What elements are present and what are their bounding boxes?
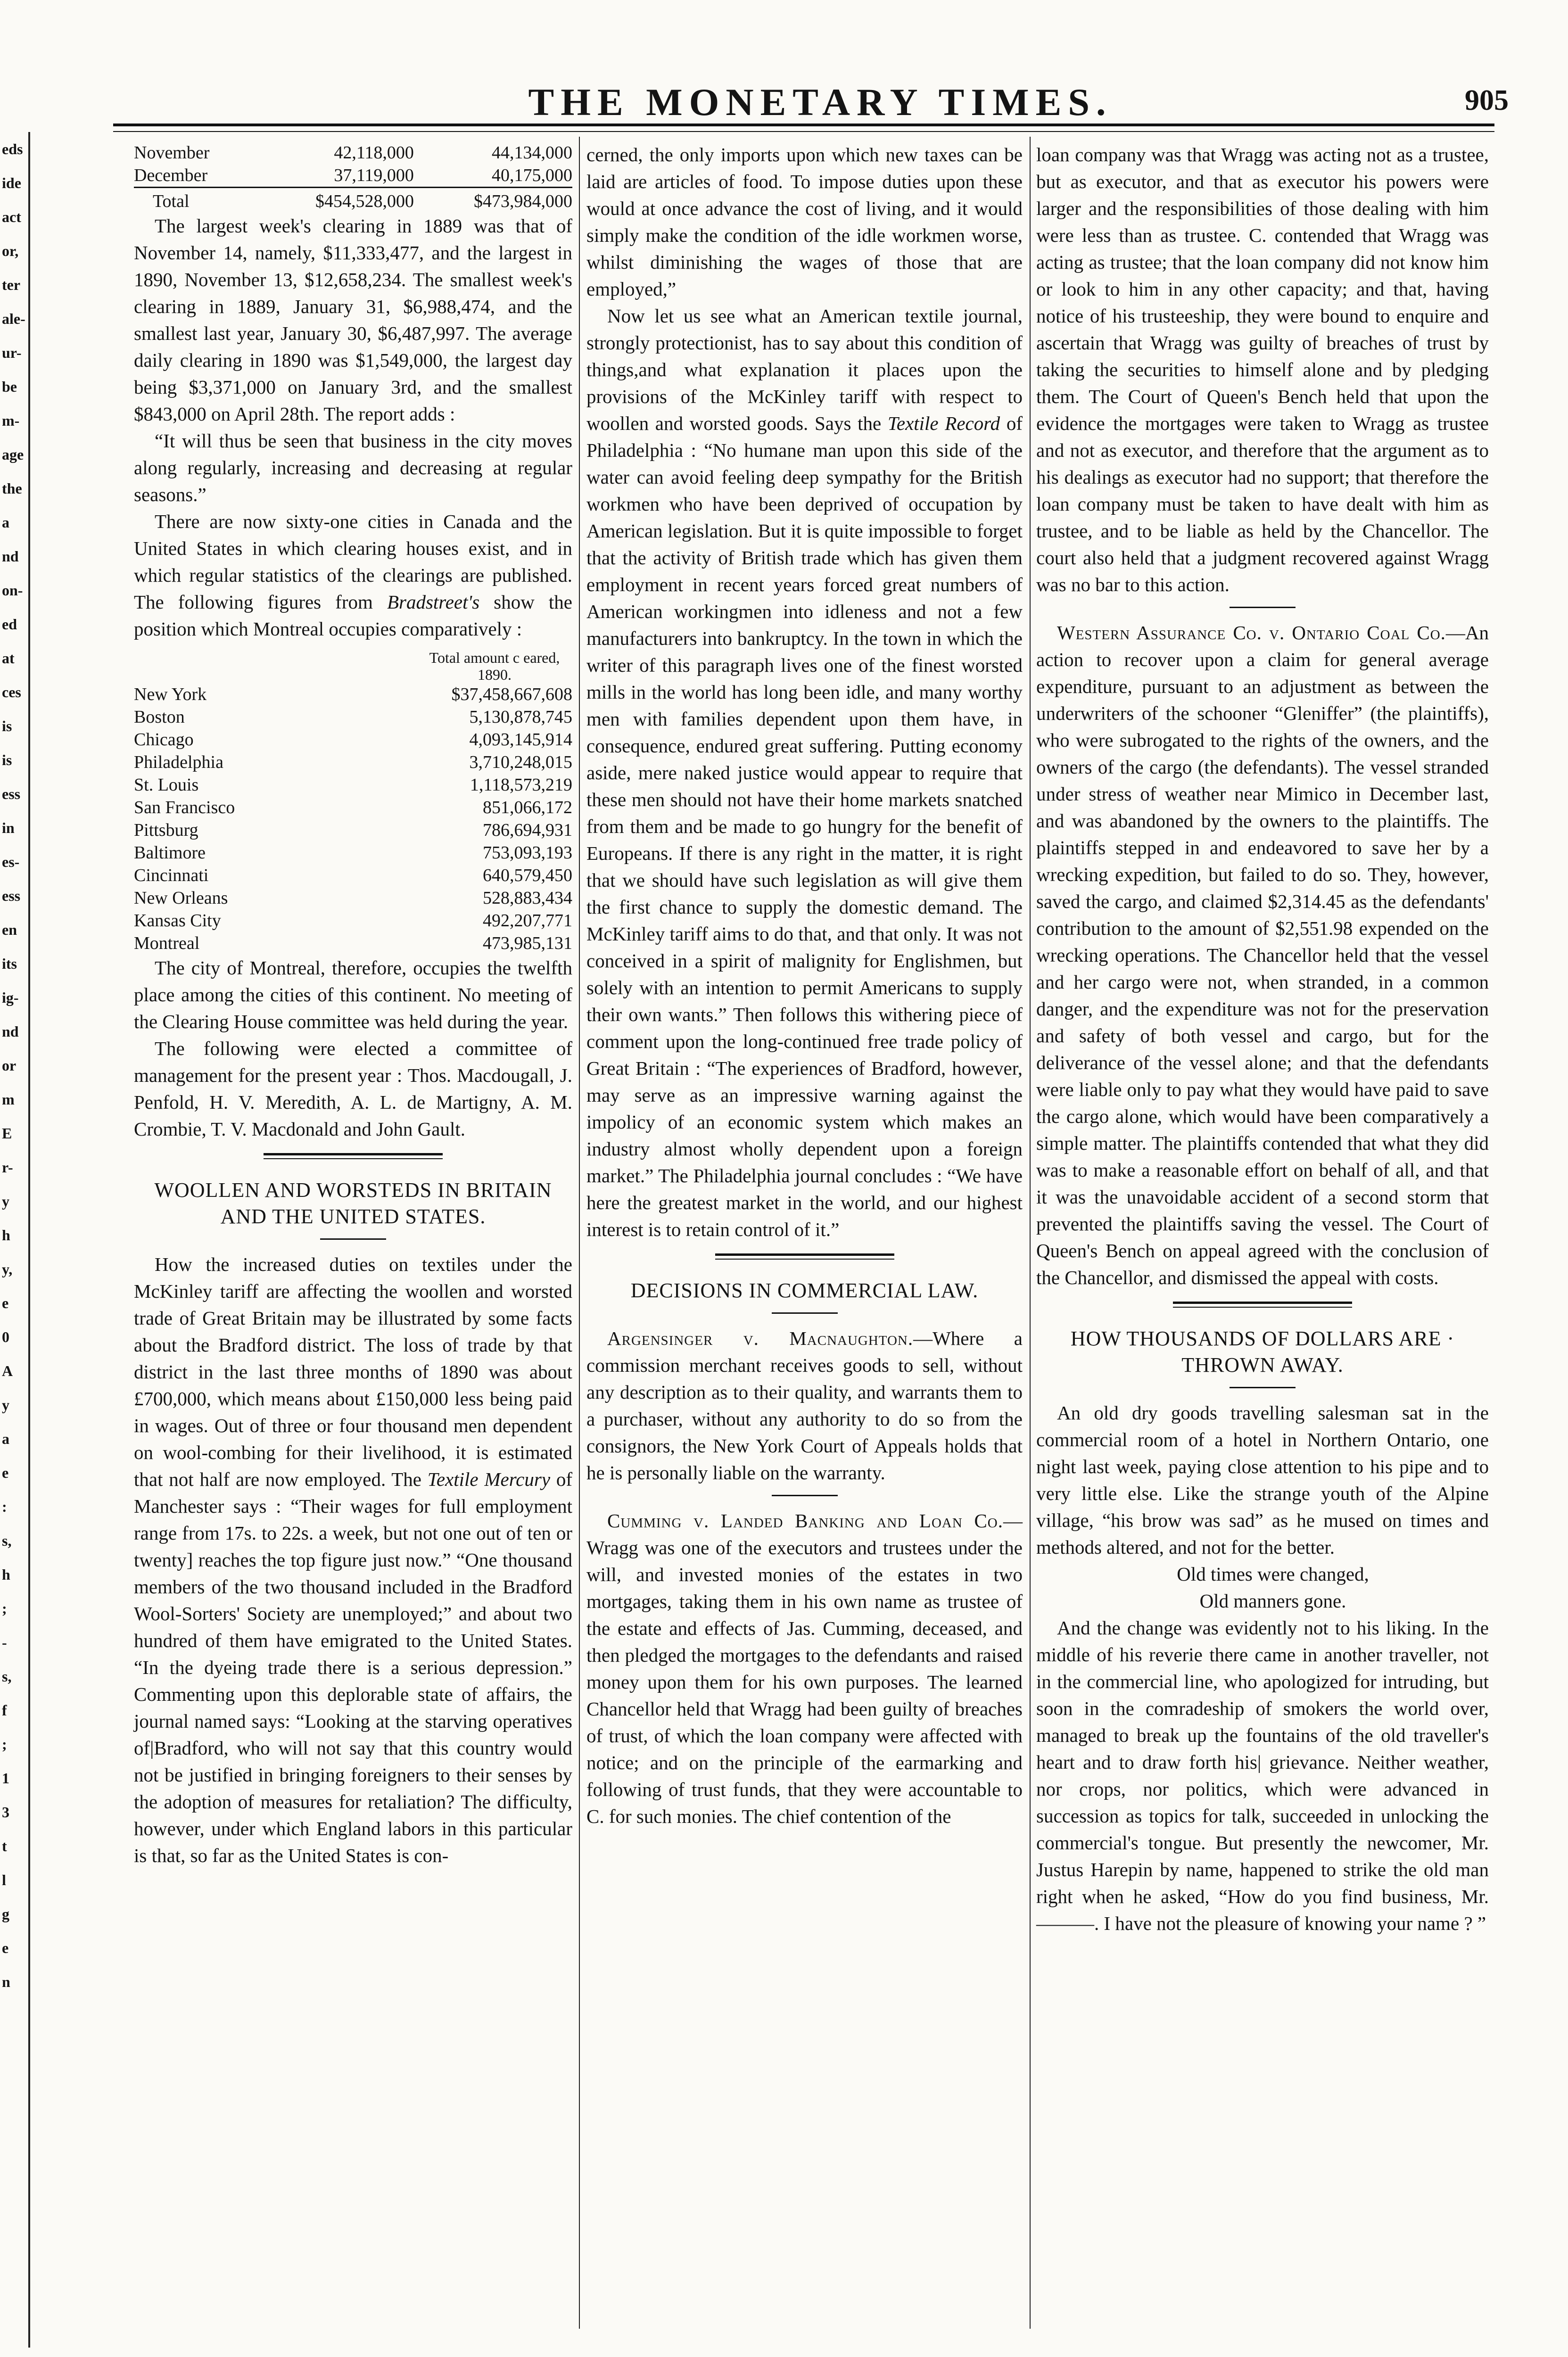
strip-fragment: es- — [2, 853, 20, 870]
publication-title: THE MONETARY TIMES. — [528, 81, 1113, 124]
strip-fragment: ur- — [2, 344, 22, 361]
strip-fragment: e — [2, 1939, 9, 1956]
city-name: Chicago — [134, 730, 194, 750]
column-divider — [1030, 137, 1031, 2329]
city-amount: 528,883,434 — [483, 888, 572, 908]
case-rule — [1230, 607, 1296, 608]
strip-fragment: - — [2, 1634, 7, 1651]
quotation: “It will thus be seen that business in the city moves along regularly, increasing and decreasing at regular seasons.” — [134, 430, 572, 505]
city-clearings-table — [134, 683, 572, 955]
strip-fragment: the — [2, 480, 22, 497]
paragraph: And the change was evidently not to his liking. In the middle of his reverie there came in another traveller, not in the commercial line, who apologized for intruding, but soon in the comradeship of smokers the world over, managed to break up the fountains of the old traveller's heart and to draw forth his| grievance. Neither weather, nor crops, nor politics, which were advanced in succession as topics for talk, succeeded in unlocking the commercial's tongue. But presently the newcomer, Mr. Justus Harepin by name, happened to strike the old man right when he asked, “How do you find business, Mr.———. I have not the pleasure of knowing your name ? ” — [1036, 1617, 1489, 1934]
strip-fragment: ig- — [2, 989, 19, 1006]
masthead-rule — [113, 124, 1494, 126]
city-name: Cincinnati — [134, 865, 209, 885]
strip-fragment: 1 — [2, 1770, 9, 1787]
table-row — [134, 141, 572, 164]
strip-fragment: a — [2, 1430, 9, 1447]
source-name: Textile Record — [887, 412, 1000, 434]
strip-fragment: ces — [2, 684, 21, 701]
strip-fragment: ess — [2, 887, 21, 904]
masthead-rule-thin — [113, 131, 1494, 132]
strip-fragment: n — [2, 1973, 10, 1990]
table-row — [134, 909, 572, 932]
case-paragraph: Western Assurance Co. v. Ontario Coal Co.—An action to recover upon a claim for general average expenditure, pursuant to an adjustment as between the underwriters of the schooner “Gleniffer” (the plaintiffs), who were subrogated to the rights of the owners, and the owners of the cargo (the defendants). The vessel stranded under stress of weather near Mimico in December last, and was abandoned by the owners to the plaintiffs. The plaintiffs stepped in and endeavored to save her by a wrecking expedition, but failed to do so. They, however, saved the cargo, and claimed $2,314.45 as the defendants' contribution to the amount of $2,551.98 expended on the wrecking operations. The Chancellor held that the vessel and her cargo were not, when stranded, in a common danger, and the expenditure was not for the preservation and safety of both vessel and cargo, but for the deliverance of the vessel alone; and that the defendants were liable only to pay what they would have paid to save the cargo alone, which would have been comparatively a simple matter. The plaintiffs contended that what they did was to make a reasonable effort on behalf of all, and that it was the unavoidable accident of a second storm that prevented the plaintiffs saving the vessel. The Court of Queen's Bench on appeal agreed with the conclusion of the Chancellor, and dismissed the appeal with costs. — [1036, 622, 1489, 1288]
section-rule — [715, 1253, 894, 1260]
paragraph: Now let us see what an American textile journal, strongly protectionist, has to say about this condition of things,and what explanation it places upon the provisions of the McKinley tariff with respect to woollen and worsted goods. Says the Textile Record of Philadelphia : “No humane man upon this side of the water can avoid feeling deep sympathy for the British workmen who have been deprived of occupation by American legislation. But it is quite impossible to forget that the activity of British trade which has given them employment in recent years forced great numbers of American workingmen into idleness and not a few manufacturers into bankruptcy. In the town in which the writer of this paragraph lives one of the finest worsted mills in the world has long been idle, and many worthy men with families dependent upon them have, in consequence, endured great suffering. Putting economy aside, mere naked justice would appear to require that these men should not have their home markets snatched from them and be made to go hungry for the benefit of Europeans. If there is any right in the matter, it is right that we should have such legislation as will give them the first chance to supply the domestic demand. The McKinley tariff aims to do that, and that only. It was not conceived in a spirit of malignity for Englishmen, but solely with an intention to permit Americans to supply their own wants.” Then follows this withering piece of comment upon the long-continued free trade policy of Great Britain : “The experiences of Bradford, however, may serve as an impressive warning against the impolicy of an economic system which makes an industry almost wholly dependent upon a foreign market.” The Philadelphia journal concludes : “We have here the greatest market in the world, and our highest interest is to retain control of it.” — [586, 305, 1023, 1240]
strip-fragment: E — [2, 1125, 12, 1142]
paragraph: How the increased duties on textiles under the McKinley tariff are affecting the woollen and worsted trade of Great Britain may be illustrated by some facts about the Bradford district. The loss of trade by that district in the last three months of 1890 was about £700,000, which means about £150,000 less being paid in wages. Out of three or four thousand men dependent on wool-combing for their livelihood, it is estimated that not half are now employed. The Textile Mercury of Manchester says : “Their wages for full employment range from 17s. to 22s. a week, but not one out of ten or twenty] reaches the top figure just now.” “One thousand members of the two thousand included in the Bradford Wool-Sorters' Society are unemployed;” and about two hundred of them have emigrated to the United States. “In the dyeing trade there is a serious depression.” Commenting upon this deplorable state of affairs, the journal named says: “Looking at the starving operatives of|Bradford, who will not say that this country would not be justified in bringing foreigners to their senses by the adoption of measures for retaliation? The difficulty, however, under which England labors in this particular is that, so far as the United States is con- — [134, 1253, 572, 1866]
table-row — [134, 887, 572, 909]
city-amount: 640,579,450 — [483, 865, 572, 885]
case-title: Cumming v. Landed Banking and Loan Co. — [607, 1510, 1003, 1532]
table-row — [134, 864, 572, 887]
strip-fragment: h — [2, 1566, 10, 1583]
paragraph: The following were elected a committee of management for the present year : Thos. Macdougall, J. Penfold, H. V. Meredith, A. L. de Martigny, A. M. Crombie, T. V. Macdonald and John Gault. — [134, 1038, 572, 1140]
table-row — [134, 841, 572, 864]
strip-fragment: nd — [2, 1023, 19, 1040]
masthead — [113, 71, 1527, 123]
heading-rule — [320, 1238, 386, 1240]
table-row — [134, 683, 572, 706]
paragraph: An old dry goods travelling salesman sat in the commercial room of a hotel in Northern Ontario, one night last week, paying close attention to his pipe and to very little else. Like the strange youth of the Alpine village, “his brow was sad” as he mused on times and methods altered, and not for the better. — [1036, 1402, 1489, 1558]
strip-fragment: en — [2, 921, 17, 938]
city-name: Philadelphia — [134, 752, 223, 772]
strip-fragment: m- — [2, 412, 20, 429]
paragraph: loan company was that Wragg was acting not as a trustee, but as executor, and that as executor his powers were larger and the responsibilities of those dealing with him were less than as trustee. C. contended that Wragg was acting as trustee; that the loan company did not know him or look to him in any other capacity; and that, having notice of his trusteeship, they were bound to enquire and ascertain that Wragg was guilty of breaches of trust by taking the securities to himself alone and by pledging them. The Court of Queen's Bench held that upon the evidence the mortgages were taken to Wragg as trustee and not as executor, and therefore that the argument as to his dealings as executor had no support; that therefore the loan company must be taken to have dealt with him as trustee, and to be liable as held by the Chancellor. The court also held that a judgment recovered against Wragg was no bar to this action. — [1036, 144, 1489, 595]
city-name: Pittsburg — [134, 820, 198, 840]
strip-fragment: ; — [2, 1736, 7, 1753]
column-1 — [134, 141, 572, 1869]
strip-fragment: f — [2, 1702, 7, 1719]
strip-fragment: e — [2, 1294, 9, 1311]
case-paragraph: Argensinger v. Macnaughton.—Where a commission merchant receives goods to sell, without any description as to their quality, and warrants them to a purchaser, without any authority to do so from the consignors, the New York Court of Appeals holds that he is personally liable on the warranty. — [586, 1327, 1023, 1483]
strip-fragment: l — [2, 1871, 6, 1888]
table-row — [134, 774, 572, 796]
city-amount: 1,118,573,219 — [470, 775, 572, 795]
city-amount: $37,458,667,608 — [451, 684, 572, 704]
city-name: Boston — [134, 707, 185, 727]
strip-fragment: its — [2, 955, 17, 972]
strip-fragment: m — [2, 1091, 15, 1108]
city-name: Baltimore — [134, 843, 206, 863]
strip-fragment: ; — [2, 1600, 7, 1617]
strip-fragment: y, — [2, 1261, 13, 1277]
table-row — [134, 751, 572, 774]
article-heading: HOW THOUSANDS OF DOLLARS ARE · THROWN AWAY. — [1070, 1327, 1455, 1376]
strip-fragment: at — [2, 650, 15, 667]
column-3 — [1036, 141, 1489, 1937]
strip-fragment: age — [2, 446, 24, 463]
strip-fragment: y — [2, 1396, 9, 1413]
heading-rule — [772, 1312, 838, 1314]
strip-fragment: h — [2, 1227, 10, 1244]
strip-fragment: in — [2, 819, 15, 836]
strip-fragment: e — [2, 1464, 9, 1481]
strip-fragment: s, — [2, 1532, 12, 1549]
city-amount: 753,093,193 — [483, 843, 572, 863]
strip-fragment: nd — [2, 548, 19, 565]
total-label: Total — [134, 188, 256, 213]
total-1889: $454,528,000 — [256, 188, 414, 213]
strip-fragment: : — [2, 1498, 7, 1515]
case-paragraph: Cumming v. Landed Banking and Loan Co.—Wragg was one of the executors and trustees under the will, and invested monies of the estates in two mortgages, taking them in his own name as trustee of the estate and effects of Jas. Cumming, deceased, and then pledged the mortgages to the defendants and raised money upon them for his own purposes. The learned Chancellor held that Wragg had been guilty of breaches of trust, of which the loan company were affected with notice; and on the principle of the earmarking and following of trust funds, that they were accountable to C. for such monies. The chief contention of the — [586, 1510, 1023, 1827]
city-amount: 4,093,145,914 — [469, 730, 572, 750]
city-amount: 851,066,172 — [483, 798, 572, 817]
paragraph: The city of Montreal, therefore, occupies the twelfth place among the cities of this continent. No meeting of the Clearing House committee was held during the year. — [134, 957, 572, 1032]
strip-fragment: a — [2, 514, 9, 531]
strip-fragment: ter — [2, 276, 21, 293]
city-amount: 786,694,931 — [483, 820, 572, 840]
amount-1889: 37,119,000 — [334, 165, 414, 185]
strip-fragment: ed — [2, 616, 17, 633]
city-name: St. Louis — [134, 775, 199, 795]
strip-fragment: ess — [2, 785, 21, 802]
table-row — [134, 796, 572, 819]
paragraph: cerned, the only imports upon which new taxes can be laid are articles of food. To impose duties upon these would at once advance the cost of living, and it would simply make the condition of the idle workmen worse, whilst diminishing the wages of those that are employed,” — [586, 144, 1023, 300]
strip-fragment: ide — [2, 174, 21, 191]
table-row — [134, 728, 572, 751]
strip-fragment: eds — [2, 140, 23, 157]
adjacent-page-strip — [0, 132, 30, 2348]
table-row — [134, 932, 572, 955]
case-title: Argensinger v. Macnaughton. — [607, 1327, 914, 1349]
page-number: 905 — [1465, 84, 1509, 116]
strip-fragment: is — [2, 751, 12, 768]
strip-fragment: or, — [2, 242, 19, 259]
city-amount: 473,985,131 — [483, 933, 572, 953]
amount-1890: 44,134,000 — [492, 143, 572, 163]
strip-fragment: g — [2, 1905, 9, 1922]
month-label: November — [134, 143, 210, 163]
amount-1890: 40,175,000 — [492, 165, 572, 185]
total-1890: $473,984,000 — [414, 188, 572, 213]
case-rule — [772, 1495, 838, 1496]
city-name: Kansas City — [134, 911, 221, 931]
source-name: Textile Mercury — [427, 1468, 551, 1490]
strip-fragment: be — [2, 378, 17, 395]
total-row — [134, 188, 572, 213]
strip-fragment: 3 — [2, 1804, 9, 1821]
amount-1889: 42,118,000 — [334, 143, 414, 163]
table-row — [134, 819, 572, 841]
strip-fragment: 0 — [2, 1328, 9, 1345]
verse-line: Old manners gone. — [1199, 1590, 1346, 1612]
section-rule — [1173, 1302, 1352, 1308]
strip-fragment: s, — [2, 1668, 12, 1685]
city-amount: 492,207,771 — [483, 911, 572, 931]
paragraph: There are now sixty-one cities in Canada and the United States in which clearing houses exist, and in which regular statistics of the clearings are published. The following figures from Bradstreet's show the position which Montreal occupies comparatively : — [134, 511, 572, 640]
column-divider — [579, 137, 580, 2329]
paragraph: The largest week's clearing in 1889 was that of November 14, namely, $11,333,477, and the largest in 1890, November 13, $12,658,234. The smallest week's clearing in 1889, January 31, $6,988,474, and the smallest last year, January 30, $6,487,997. The average daily clearing in 1890 was $1,549,000, the largest day being $3,371,000 on January 3rd, and the smallest $843,000 on April 28th. The report adds : — [134, 215, 572, 425]
city-name: New York — [134, 684, 207, 704]
month-label: December — [134, 165, 208, 185]
article-heading: DECISIONS IN COMMERCIAL LAW. — [630, 1279, 979, 1302]
city-name: San Francisco — [134, 798, 235, 817]
source-name: Bradstreet's — [387, 591, 480, 613]
table-row — [134, 706, 572, 728]
strip-fragment: r- — [2, 1159, 13, 1176]
strip-fragment: y — [2, 1193, 9, 1210]
verse-line: Old times were changed, — [1177, 1563, 1369, 1585]
strip-fragment: ale- — [2, 310, 25, 327]
case-title: Western Assurance Co. v. Ontario Coal Co. — [1057, 622, 1446, 643]
strip-fragment: A — [2, 1362, 13, 1379]
monthly-clearings-table — [134, 141, 572, 213]
city-name: New Orleans — [134, 888, 228, 908]
strip-fragment: act — [2, 208, 21, 225]
section-rule — [264, 1153, 443, 1159]
table-row — [134, 164, 572, 188]
article-heading: WOOLLEN AND WORSTEDS IN BRITAIN AND THE UNITED STATES. — [154, 1178, 552, 1228]
strip-fragment: t — [2, 1838, 7, 1854]
column-2 — [586, 141, 1023, 1830]
city-name: Montreal — [134, 933, 200, 953]
city-amount: 5,130,878,745 — [469, 707, 572, 727]
strip-fragment: or — [2, 1057, 17, 1074]
heading-rule — [1230, 1387, 1296, 1388]
strip-fragment: is — [2, 717, 12, 734]
strip-fragment: on- — [2, 582, 23, 599]
city-amount: 3,710,248,015 — [469, 752, 572, 772]
cities-table-header: Total amount c eared, 1890. — [429, 649, 560, 683]
